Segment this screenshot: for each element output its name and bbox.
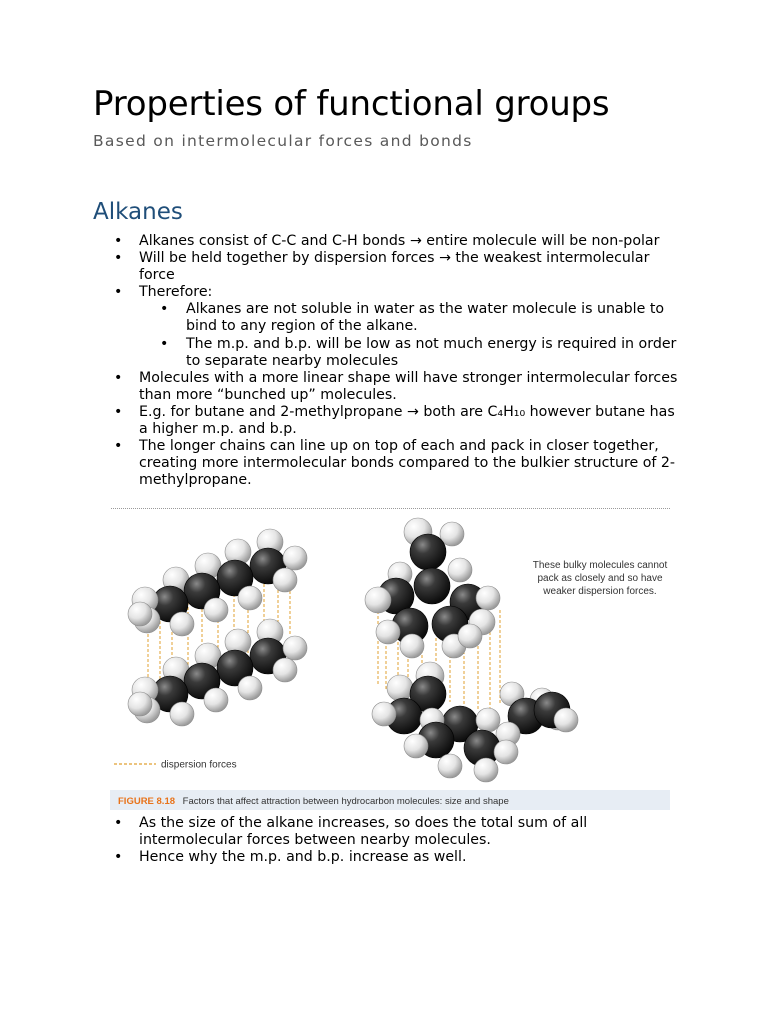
- page-subtitle: Based on intermolecular forces and bonds: [93, 132, 473, 150]
- list-item: • Will be held together by dispersion forces → the weakest intermolecular force: [93, 250, 683, 284]
- hydrogen-atom: [448, 558, 472, 582]
- caption-text: Factors that affect attraction between hydrocarbon molecules: size and shape: [182, 796, 509, 807]
- hydrogen-atom: [476, 586, 500, 610]
- hydrogen-atom: [476, 708, 500, 732]
- hydrogen-atom: [474, 758, 498, 782]
- list-item-label: Therefore:: [139, 284, 213, 301]
- hydrogen-atom: [404, 734, 428, 758]
- list-item: • The longer chains can line up on top of each and pack in closer together, creating more intermolecular bonds compared to the bulkier structure of 2-methylpropane.: [93, 438, 683, 489]
- butane-molecule-upper: [128, 529, 307, 636]
- hydrogen-atom: [372, 702, 396, 726]
- sub-bullet-list: [139, 301, 683, 369]
- hydrogen-atom: [170, 612, 194, 636]
- carbon-atom: [410, 534, 446, 570]
- hydrogen-atom: [170, 702, 194, 726]
- list-item: • Hence why the m.p. and b.p. increase as well.: [93, 849, 683, 866]
- figure-caption: [118, 796, 509, 807]
- hydrogen-atom: [204, 598, 228, 622]
- sub-list-item: • The m.p. and b.p. will be low as not much energy is required in order to separate nearby molecules: [139, 336, 683, 370]
- hydrogen-atom: [128, 692, 152, 716]
- hydrogen-atom: [438, 754, 462, 778]
- hydrogen-atom: [494, 740, 518, 764]
- list-item: [93, 284, 683, 369]
- hydrogen-atom: [238, 586, 262, 610]
- sub-list-item: • Alkanes are not soluble in water as the water molecule is unable to bind to any region of the alkane.: [139, 301, 683, 335]
- figure-hydrocarbon-molecules: [110, 514, 670, 810]
- page-title: Properties of functional groups: [93, 84, 610, 124]
- bullet-list-size: [93, 815, 683, 866]
- legend-label: dispersion forces: [161, 759, 237, 771]
- hydrogen-atom: [238, 676, 262, 700]
- dotted-divider: [111, 508, 670, 509]
- carbon-atom: [414, 568, 450, 604]
- hydrogen-atom: [554, 708, 578, 732]
- caption-number: FIGURE 8.18: [118, 796, 176, 807]
- hydrogen-atom: [273, 568, 297, 592]
- list-item: • E.g. for butane and 2-methylpropane → both are C₄H₁₀ however butane has a higher m.p. and b.p.: [93, 404, 683, 438]
- section-heading-alkanes: Alkanes: [93, 199, 183, 225]
- figure-illustration: [110, 514, 670, 810]
- hydrogen-atom: [458, 624, 482, 648]
- list-item: • Molecules with a more linear shape will have stronger intermolecular forces than more “bunched up” molecules.: [93, 370, 683, 404]
- methylpropane-molecule-upper: [365, 518, 500, 658]
- figure-annotation-line: pack as closely and so have: [537, 573, 663, 584]
- hydrogen-atom: [376, 620, 400, 644]
- list-item: • Alkanes consist of C-C and C-H bonds → entire molecule will be non-polar: [93, 233, 683, 250]
- bullet-list-properties: [93, 233, 683, 489]
- hydrogen-atom: [273, 658, 297, 682]
- figure-annotation-line: These bulky molecules cannot: [532, 560, 668, 571]
- figure-annotation-line: weaker dispersion forces.: [543, 586, 657, 597]
- hydrogen-atom: [204, 688, 228, 712]
- hydrogen-atom: [400, 634, 424, 658]
- list-item: • As the size of the alkane increases, so does the total sum of all intermolecular forces between nearby molecules.: [93, 815, 683, 849]
- hydrogen-atom: [283, 546, 307, 570]
- methylpropane-molecule-lower: [372, 662, 578, 782]
- hydrogen-atom: [283, 636, 307, 660]
- hydrogen-atom: [365, 587, 391, 613]
- hydrogen-atom: [128, 602, 152, 626]
- hydrogen-atom: [440, 522, 464, 546]
- hydrogen-atom: [387, 675, 413, 701]
